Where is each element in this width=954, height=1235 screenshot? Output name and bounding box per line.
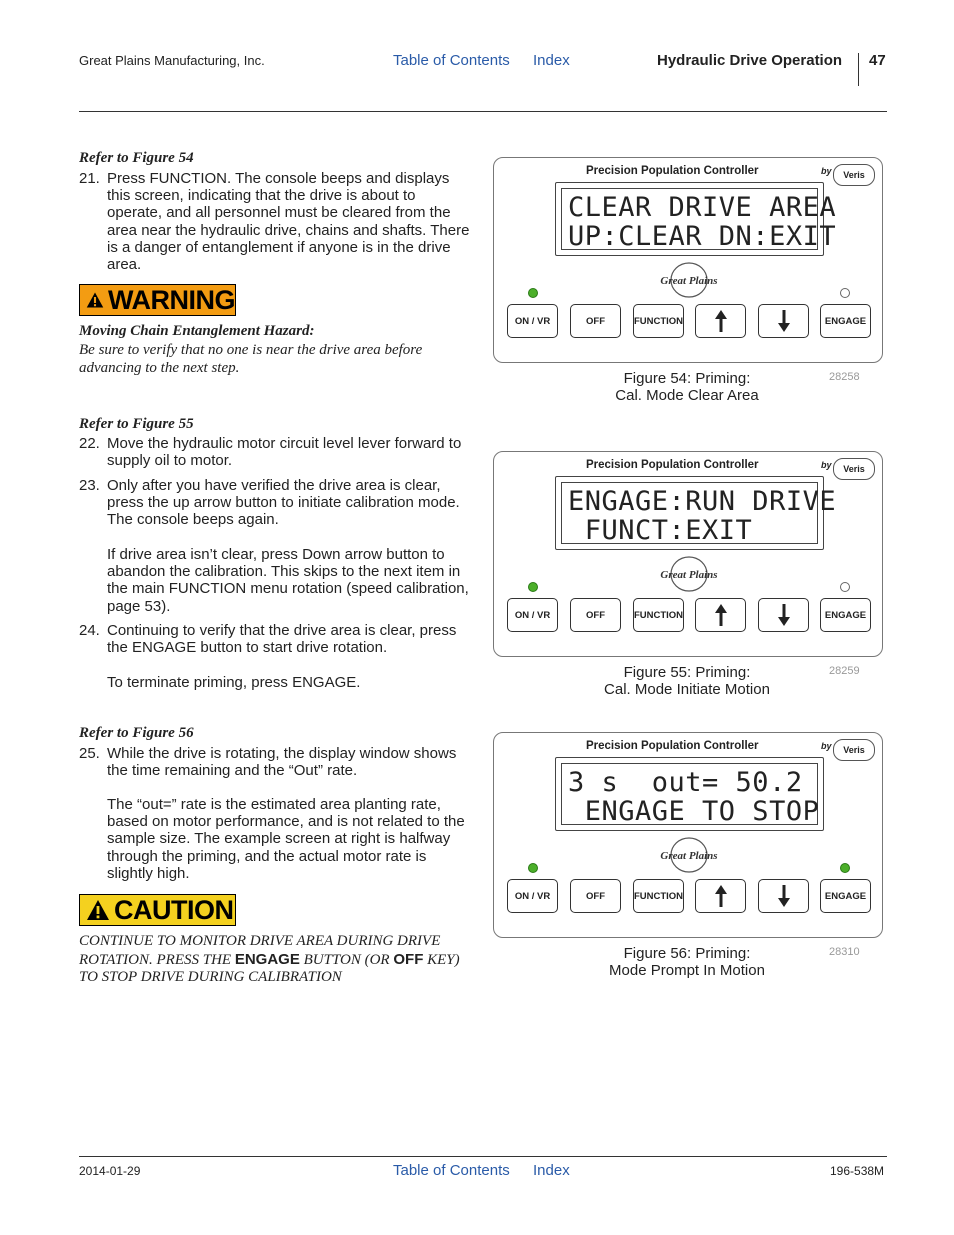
left-status-led bbox=[528, 288, 538, 298]
page-number: 47 bbox=[869, 52, 886, 69]
function-button[interactable]: FUNCTION bbox=[633, 304, 684, 338]
down-arrow-icon bbox=[777, 884, 791, 908]
lcd-inner bbox=[561, 763, 818, 825]
figure-54-id: 28258 bbox=[829, 371, 860, 383]
function-button[interactable]: FUNCTION bbox=[633, 598, 684, 632]
great-plains-logo bbox=[649, 261, 729, 299]
caution-text-a: CONTINUE TO MONITOR DRIVE AREA DURING DRIVE ROTATION. PRESS THE bbox=[79, 933, 441, 968]
ref-figure-56: Refer to Figure 56 bbox=[79, 725, 194, 741]
footer-date: 2014-01-29 bbox=[79, 1164, 141, 1178]
step-22-text: Move the hydraulic motor circuit level lever forward to supply oil to motor. bbox=[107, 435, 462, 470]
caution-triangle-icon bbox=[86, 899, 110, 921]
caution-text bbox=[79, 933, 469, 987]
figure-54-caption bbox=[537, 370, 837, 404]
console-figure-54 bbox=[493, 157, 883, 363]
on-vr-button[interactable]: ON / VR bbox=[507, 304, 558, 338]
step-23-text: Only after you have verified the drive area is clear, press the up arrow button to initiate calibration mode. The console beeps again. bbox=[107, 477, 460, 529]
svg-text:Great Plains: Great Plains bbox=[660, 850, 718, 862]
header-rule bbox=[79, 111, 887, 112]
header-divider bbox=[858, 53, 859, 86]
figure-55-id: 28259 bbox=[829, 665, 860, 677]
on-vr-button[interactable]: ON / VR bbox=[507, 598, 558, 632]
down-arrow-icon bbox=[777, 603, 791, 627]
step-number-22: 22. bbox=[79, 435, 100, 452]
console-title: Precision Population Controller bbox=[586, 165, 759, 177]
left-status-led bbox=[528, 863, 538, 873]
lcd-display bbox=[555, 182, 837, 256]
up-arrow-icon bbox=[714, 884, 728, 908]
figure-55-caption bbox=[537, 664, 837, 698]
header-toc-link[interactable]: Table of Contents bbox=[393, 52, 510, 69]
step-25-note: The “out=” rate is the estimated area planting rate, based on motor performance, and is not related to the sample size. The example screen at right is halfway through the priming, and the actual motor rate is slightly high. bbox=[107, 796, 465, 882]
lcd-inner bbox=[561, 188, 837, 252]
step-24-note: To terminate priming, press ENGAGE. bbox=[107, 674, 361, 691]
veris-logo: Veris bbox=[833, 739, 875, 761]
lcd-line-1: 3 s out= 50.2 bbox=[568, 767, 803, 798]
veris-logo: Veris bbox=[833, 164, 875, 186]
up-arrow-button[interactable] bbox=[695, 304, 746, 338]
step-24-text: Continuing to verify that the drive area is clear, press the ENGAGE button to start drive rotation. bbox=[107, 622, 457, 657]
step-23-note: If drive area isn’t clear, press Down arrow button to abandon the calibration. This skips to the next item in the main FUNCTION menu rotation (speed calibration, page 53). bbox=[107, 546, 469, 615]
down-arrow-icon bbox=[777, 309, 791, 333]
caution-off-key: OFF bbox=[393, 950, 424, 968]
console-title: Precision Population Controller bbox=[586, 740, 759, 752]
svg-text:Great Plains: Great Plains bbox=[660, 275, 718, 287]
footer-rule bbox=[79, 1156, 887, 1157]
console-by: by bbox=[821, 166, 832, 176]
caution-text-c: BUTTON (OR bbox=[303, 951, 390, 968]
caution-engage-key: ENGAGE bbox=[234, 950, 300, 968]
console-figure-56 bbox=[493, 732, 883, 938]
up-arrow-button[interactable] bbox=[695, 879, 746, 913]
lcd-line-2: UP:CLEAR DN:EXIT bbox=[568, 221, 837, 252]
off-button[interactable]: OFF bbox=[570, 598, 621, 632]
console-by: by bbox=[821, 741, 832, 751]
footer-doc-number: 196-538M bbox=[830, 1164, 885, 1178]
figure-56-caption-line-2: Mode Prompt In Motion bbox=[609, 962, 765, 979]
lcd-display bbox=[555, 757, 824, 831]
console-figure-55 bbox=[493, 451, 883, 657]
engage-button[interactable]: ENGAGE bbox=[820, 304, 871, 338]
lcd-display bbox=[555, 476, 837, 550]
on-vr-button[interactable]: ON / VR bbox=[507, 879, 558, 913]
figure-56-caption-line-1: Figure 56: Priming: bbox=[623, 945, 751, 962]
figure-54-caption-line-1: Figure 54: Priming: bbox=[623, 370, 751, 387]
caution-label bbox=[79, 894, 236, 926]
left-status-led bbox=[528, 582, 538, 592]
svg-text:Great Plains: Great Plains bbox=[660, 569, 718, 581]
up-arrow-icon bbox=[714, 309, 728, 333]
right-status-led bbox=[840, 863, 850, 873]
ref-figure-55: Refer to Figure 55 bbox=[79, 416, 194, 432]
off-button[interactable]: OFF bbox=[570, 879, 621, 913]
figure-54-caption-line-2: Cal. Mode Clear Area bbox=[615, 387, 759, 404]
footer-toc-link[interactable]: Table of Contents bbox=[393, 1162, 510, 1179]
down-arrow-button[interactable] bbox=[758, 879, 809, 913]
up-arrow-icon bbox=[714, 603, 728, 627]
step-number-24: 24. bbox=[79, 622, 100, 639]
hazard-text: Be sure to verify that no one is near the drive area before advancing to the next step. bbox=[79, 342, 423, 376]
veris-logo: Veris bbox=[833, 458, 875, 480]
figure-56-caption bbox=[537, 945, 837, 979]
figure-55-caption-line-1: Figure 55: Priming: bbox=[623, 664, 751, 681]
function-button[interactable]: FUNCTION bbox=[633, 879, 684, 913]
warning-label bbox=[79, 284, 236, 316]
great-plains-logo bbox=[649, 836, 729, 874]
lcd-line-2: ENGAGE TO STOP bbox=[568, 796, 820, 827]
engage-button[interactable]: ENGAGE bbox=[820, 598, 871, 632]
step-21-text: Press FUNCTION. The console beeps and displays this screen, indicating that the drive is about to operate, and all personnel must be cleared from the area near the hydraulic drive, chains and shafts. There is a danger of entanglement if anyone is in the drive area. bbox=[107, 170, 470, 274]
console-title: Precision Population Controller bbox=[586, 459, 759, 471]
step-number-25: 25. bbox=[79, 745, 100, 762]
header-company: Great Plains Manufacturing, Inc. bbox=[79, 53, 265, 68]
down-arrow-button[interactable] bbox=[758, 304, 809, 338]
off-button[interactable]: OFF bbox=[570, 304, 621, 338]
great-plains-logo bbox=[649, 555, 729, 593]
header-index-link[interactable]: Index bbox=[533, 52, 570, 69]
figure-56-id: 28310 bbox=[829, 946, 860, 958]
step-25-text: While the drive is rotating, the display window shows the time remaining and the “Out” rate. bbox=[107, 745, 457, 780]
warning-signal-word: WARNING bbox=[108, 284, 235, 315]
figure-55-caption-line-2: Cal. Mode Initiate Motion bbox=[604, 681, 770, 698]
warning-triangle-icon bbox=[86, 289, 104, 311]
up-arrow-button[interactable] bbox=[695, 598, 746, 632]
right-status-led bbox=[840, 582, 850, 592]
footer-index-link[interactable]: Index bbox=[533, 1162, 570, 1179]
engage-button[interactable]: ENGAGE bbox=[820, 879, 871, 913]
down-arrow-button[interactable] bbox=[758, 598, 809, 632]
step-number-21: 21. bbox=[79, 170, 100, 187]
ref-figure-54: Refer to Figure 54 bbox=[79, 150, 194, 166]
console-by: by bbox=[821, 460, 832, 470]
hazard-title: Moving Chain Entanglement Hazard: bbox=[79, 323, 315, 339]
header-section-title: Hydraulic Drive Operation bbox=[657, 52, 843, 69]
lcd-line-2: FUNCT:EXIT bbox=[568, 515, 753, 546]
right-status-led bbox=[840, 288, 850, 298]
caution-signal-word: CAUTION bbox=[114, 894, 234, 925]
caution-text-e: KEY) TO STOP DRIVE DURING CALIBRATION bbox=[79, 951, 460, 985]
lcd-line-1: CLEAR DRIVE AREA bbox=[568, 192, 837, 223]
lcd-inner bbox=[561, 482, 837, 546]
step-number-23: 23. bbox=[79, 477, 100, 494]
lcd-line-1: ENGAGE:RUN DRIVE bbox=[568, 486, 837, 517]
